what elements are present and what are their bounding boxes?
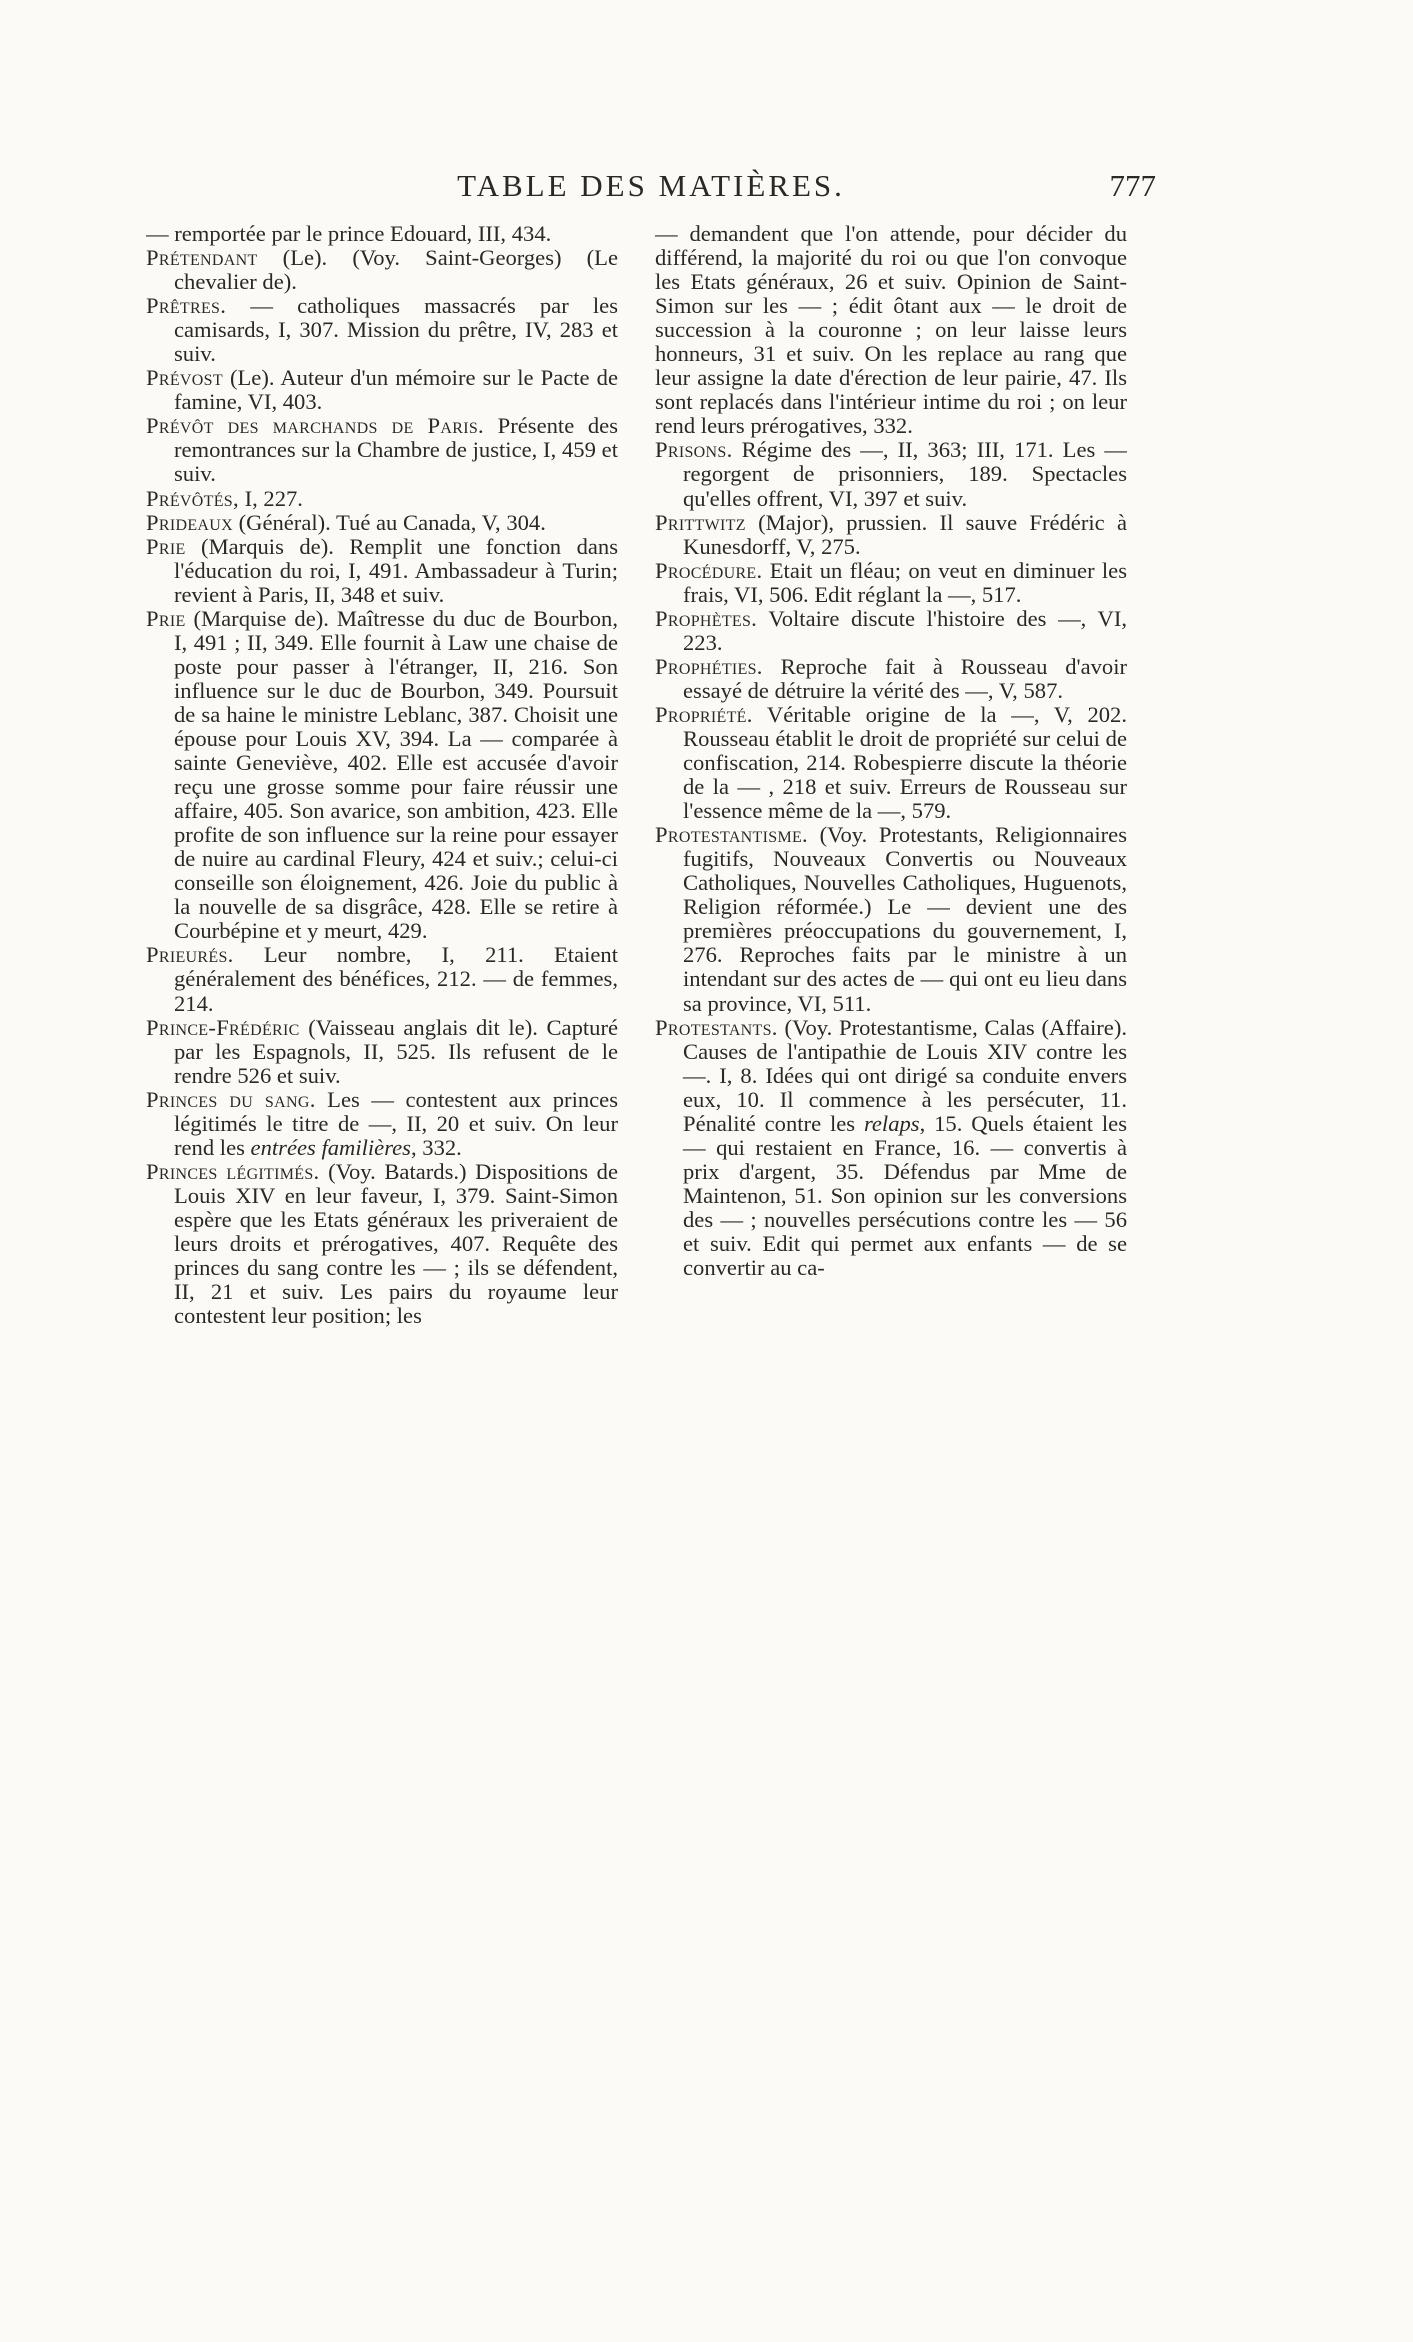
index-entry	[655, 222, 1127, 438]
index-entry	[655, 559, 1127, 607]
entry-heading: Prétendant	[146, 245, 258, 271]
entry-text: Les — contestent aux princes légitimés le titre de —, II, 20 et suiv. On leur rend les	[174, 1086, 618, 1160]
entry-text: (Le). (Voy. Saint-Georges) (Le chevalier de).	[174, 245, 618, 295]
entry-italic-text: relaps	[863, 1110, 920, 1136]
entry-heading: Prince-Frédéric	[146, 1014, 300, 1040]
left-column	[146, 222, 618, 2142]
page-header	[146, 168, 1156, 212]
index-entry	[655, 607, 1127, 655]
entry-heading: Prophètes.	[655, 605, 758, 631]
index-entry	[655, 823, 1127, 1015]
index-entry	[146, 511, 618, 535]
entry-heading: Prévôtés,	[146, 485, 239, 511]
running-title: TABLE DES MATIÈRES.	[457, 168, 845, 203]
entry-text: (Voy. Batards.) Dispositions de Louis XIV en leur faveur, I, 379. Saint-Simon espère que les Etats généraux les priveraient de leurs droits et prérogatives, 407. Requête des princes du sang contre les — ; ils se défendent, II, 21 et suiv. Les pairs du royaume leur contestent leur position; les	[174, 1158, 618, 1329]
index-entry	[655, 655, 1127, 703]
index-entry	[146, 294, 618, 366]
entry-heading: Propriété.	[655, 701, 753, 727]
index-entry	[655, 703, 1127, 823]
entry-text: Voltaire discute l'histoire des —, VI, 223.	[683, 605, 1127, 655]
entry-text: Véritable origine de la —, V, 202. Rousseau établit le droit de propriété sur celui de confiscation, 214. Robespierre discute la théorie de la — , 218 et suiv. Erreurs de Rousseau sur l'essence même de la —, 579.	[683, 701, 1127, 824]
entry-heading: Protestants.	[655, 1014, 778, 1040]
right-column	[655, 222, 1127, 2142]
entry-text: Reproche fait à Rousseau d'avoir essayé de détruire la vérité des —, V, 587.	[683, 653, 1127, 703]
index-entry	[655, 1016, 1127, 1281]
entry-text: (Général). Tué au Canada, V, 304.	[232, 509, 546, 535]
entry-text: (Voy. Protestantisme, Calas (Affaire). Causes de l'antipathie de Louis XIV contre les —. I, 8. Idées qui ont dirigé sa conduite envers eux, 10. Il commence à les persécuter, 11. Pénalité contre les	[683, 1014, 1127, 1136]
entry-text: (Le). Auteur d'un mémoire sur le Pacte de famine, VI, 403.	[174, 365, 618, 415]
index-entry	[146, 222, 618, 246]
index-entry	[655, 438, 1127, 510]
index-entry	[146, 1016, 618, 1088]
index-entry	[146, 1160, 618, 1328]
index-entry	[146, 943, 618, 1015]
entry-heading: Prisons.	[655, 437, 733, 463]
entry-heading: Procédure.	[655, 557, 763, 583]
entry-heading: Prévôt des marchands de Paris.	[146, 413, 485, 439]
entry-heading: Prie	[146, 605, 186, 631]
entry-heading: Prêtres.	[146, 293, 227, 319]
index-entry	[146, 366, 618, 414]
entry-text: — remportée par le prince Edouard, III, 434.	[146, 222, 552, 246]
entry-heading: Protestantisme.	[655, 822, 808, 848]
entry-italic-text: entrées familières	[250, 1134, 411, 1160]
page-number: 777	[1109, 168, 1156, 203]
index-entry	[146, 246, 618, 294]
entry-heading: Prie	[146, 533, 186, 559]
entry-heading: Princes légitimés.	[146, 1158, 320, 1184]
index-entry	[146, 414, 618, 486]
entry-text-tail: , 332.	[410, 1134, 462, 1160]
entry-text: Etait un fléau; on veut en diminuer les frais, VI, 506. Edit réglant la —, 517.	[683, 557, 1127, 607]
entry-text: (Major), prussien. Il sauve Frédéric à Kunesdorff, V, 275.	[683, 509, 1127, 559]
index-entry	[146, 607, 618, 944]
entry-text: (Vaisseau anglais dit le). Capturé par les Espagnols, II, 525. Ils refusent de le rendre 526 et suiv.	[174, 1014, 618, 1088]
entry-text: — catholiques massacrés par les camisards, I, 307. Mission du prêtre, IV, 283 et suiv.	[174, 293, 618, 367]
entry-heading: Prévost	[146, 365, 223, 391]
index-entry	[146, 487, 618, 511]
entry-heading: Prophéties.	[655, 653, 763, 679]
index-entry	[146, 1088, 618, 1160]
entry-text: (Marquis de). Remplit une fonction dans l'éducation du roi, I, 491. Ambassadeur à Turin; revient à Paris, II, 348 et suiv.	[174, 533, 618, 607]
entry-heading: Prideaux	[146, 509, 233, 535]
index-entry	[146, 535, 618, 607]
entry-heading: Princes du sang.	[146, 1086, 316, 1112]
entry-text: — demandent que l'on attende, pour décider du différend, la majorité du roi ou que l'on convoque les Etats généraux, 26 et suiv. Opinion de Saint-Simon sur les — ; édit ôtant aux — le droit de succession à la couronne ; on leur laisse leurs honneurs, 31 et suiv. On les replace au rang que leur assigne la date d'érection de leur pairie, 47. Ils sont replacés dans l'intérieur intime du roi ; on leur rend leurs prérogatives, 332.	[655, 222, 1127, 439]
entry-heading: Prieurés.	[146, 942, 234, 968]
entry-text: Leur nombre, I, 211. Etaient généralement des bénéfices, 212. — de femmes, 214.	[174, 942, 618, 1016]
entry-text: Présente des remontrances sur la Chambre de justice, I, 459 et suiv.	[174, 413, 618, 487]
entry-text: I, 227.	[238, 485, 303, 511]
entry-heading: Prittwitz	[655, 509, 746, 535]
entry-text: Régime des —, II, 363; III, 171. Les — regorgent de prisonniers, 189. Spectacles qu'elles offrent, VI, 397 et suiv.	[683, 437, 1127, 511]
entry-text: (Marquise de). Maîtresse du duc de Bourbon, I, 491 ; II, 349. Elle fournit à Law une chaise de poste pour passer à l'étranger, II, 216. Son influence sur le duc de Bourbon, 349. Poursuit de sa haine le ministre Leblanc, 387. Choisit une épouse pour Louis XV, 394. La — comparée à sainte Geneviève, 402. Elle est accusée d'avoir reçu une grosse somme pour faire réussir une affaire, 405. Son avarice, son ambition, 423. Elle profite de son influence sur la reine pour essayer de nuire au cardinal Fleury, 424 et suiv.; celui-ci conseille son éloignement, 426. Joie du public à la nouvelle de sa disgrâce, 428. Elle se retire à Courbépine et y meurt, 429.	[174, 605, 618, 944]
entry-text-tail: , 15. Quels étaient les — qui restaient en France, 16. — convertis à prix d'argent, 35. Défendus par Mme de Maintenon, 51. Son opinion sur les conversions des — ; nouvelles persécutions contre les — 56 et suiv. Edit qui permet aux enfants — de se convertir au ca-	[683, 1110, 1127, 1281]
index-entry	[655, 511, 1127, 559]
entry-text: (Voy. Protestants, Religionnaires fugitifs, Nouveaux Convertis ou Nouveaux Catholiques, Nouvelles Catholiques, Huguenots, Religion réformée.) Le — devient une des premières préoccupations du gouvernement, I, 276. Reproches faits par le ministre à un intendant sur des actes de — qui ont eu lieu dans sa province, VI, 511.	[683, 822, 1127, 1016]
